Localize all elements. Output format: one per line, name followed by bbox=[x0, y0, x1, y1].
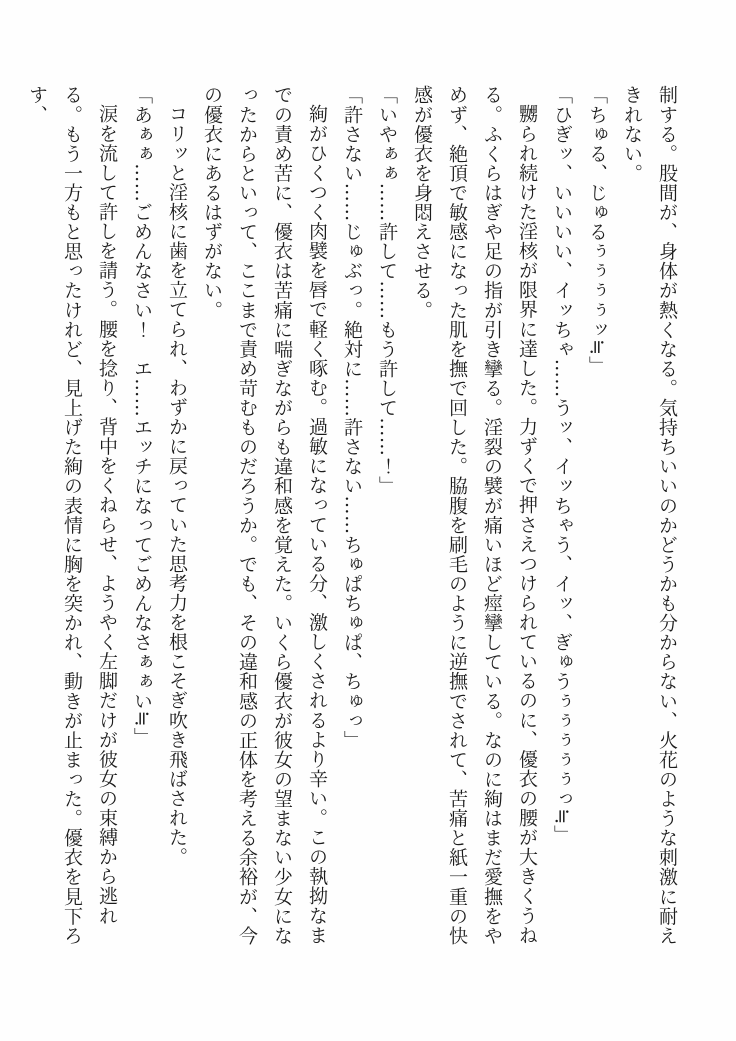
dialogue-line: 「ちゅる、じゅるぅぅぅぅッ≒」 bbox=[586, 85, 608, 376]
vertical-text-flow bbox=[26, 85, 684, 946]
dialogue-line: 「あぁぁ……ごめんなさい！ エ……エッチになってごめんなさぁぁい≒」 bbox=[131, 85, 153, 747]
dialogue-line: 「許さない……じゅぶっ。絶対に……許さない……ちゅぱちゅぱ、ちゅっ」 bbox=[341, 85, 363, 750]
narration-paragraph: 涙を流して許しを請う。腰を捻り、背中をくねらせ、ようやく左脚だけが彼女の束縛から逃れる。もう一方もと思ったけれど、見上げた絢の表情に胸を突かれ、動きが止まった。優衣を見下ろす、 bbox=[26, 85, 118, 946]
narration-paragraph: 嬲られ続けた淫核が限界に達した。力ずくで押さえつけられているのに、優衣の腰が大きくうねる。ふくらはぎや足の指が引き攣る。淫裂の襞が痛いほど痙攣している。なのに絢はまだ愛撫をやめず、絶頂で敏感になった肌を撫で回した。脇腹を刷毛のように逆撫でされて、苦痛と紙一重の快感が優衣を身悶えさせる。 bbox=[411, 85, 538, 946]
narration-paragraph: 制する。股間が、身体が熱くなる。気持ちいいのかどうかも分からない、火花のような刺激に耐えきれない。 bbox=[621, 85, 678, 946]
narration-paragraph: 絢がひくつく肉襞を唇で軽く啄む。過敏になっている分、激しくされるより辛い。この執拗なまでの責め苦に、優衣は苦痛に喘ぎながらも違和感を覚えた。いくら優衣が彼女の望まない少女になったからといって、ここまで責め苛むものだろうか。でも、その違和感の正体を考える余裕が、今の優衣にあるはずがない。 bbox=[201, 85, 328, 946]
narration-paragraph: コリッと淫核に歯を立てられ、わずかに戻っていた思考力を根こそぎ吹き飛ばされた。 bbox=[166, 104, 188, 867]
dialogue-line: 「ひぎッ、いいいい、イッちゃ……うッ、イッちゃう、イッ、ぎゅうぅぅぅぅぅっ≒」 bbox=[551, 85, 573, 845]
dialogue-line: 「いやぁぁ……許して……もう許して……！」 bbox=[376, 85, 398, 496]
